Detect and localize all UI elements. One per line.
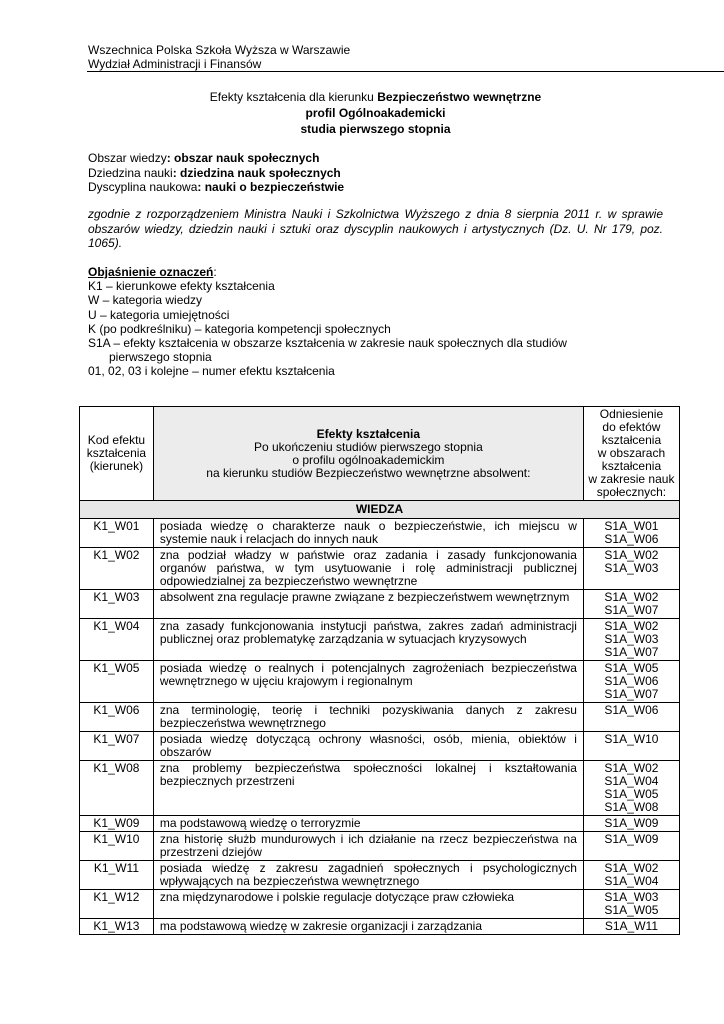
table-row	[80, 890, 680, 919]
outcome-references	[583, 890, 679, 919]
outcome-references	[583, 861, 679, 890]
reference-code: S1A_W03	[604, 561, 659, 575]
title-field: Bezpieczeństwo wewnętrzne	[377, 90, 542, 104]
legend-item: 01, 02, 03 i kolejne – numer efektu kształcenia	[88, 364, 335, 379]
table-row	[80, 619, 680, 661]
outcome-code: K1_W01	[80, 519, 154, 548]
reference-code: S1A_W02	[604, 548, 659, 562]
document-header	[88, 43, 350, 71]
reference-code: S1A_W03	[604, 632, 659, 646]
header-outcomes: Efekty kształcenia Po ukończeniu studiów pierwszego stopnia o profilu ogólnoakademickim na kierunku studiów Bezpieczeństwo wewnętrzne absolwent:	[153, 407, 583, 501]
reference-code: S1A_W05	[604, 661, 659, 675]
outcome-description: zna międzynarodowe i polskie regulacje dotyczące praw człowieka	[153, 890, 583, 919]
outcome-code: K1_W05	[80, 661, 154, 703]
outcome-references	[583, 619, 679, 661]
reference-code: S1A_W05	[604, 903, 659, 917]
outcome-references	[583, 548, 679, 590]
outcome-code: K1_W10	[80, 832, 154, 861]
reference-code: S1A_W03	[604, 890, 659, 904]
outcome-description: zna problemy bezpieczeństwa społeczności lokalnej i kształtowania bezpiecznych przestrzeni	[153, 761, 583, 816]
reference-code: S1A_W02	[604, 761, 659, 775]
outcome-references	[583, 816, 679, 832]
meta-domain: Dziedzina nauki: dziedzina nauk społecznych	[88, 165, 341, 180]
outcome-description: absolwent zna regulacje prawne związane z bezpieczeństwem wewnętrznym	[153, 590, 583, 619]
title-level: studia pierwszego stopnia	[300, 122, 451, 136]
outcome-description: zna historię służb mundurowych i ich działanie na rzecz bezpieczeństwa na przestrzeni dziejów	[153, 832, 583, 861]
reference-code: S1A_W02	[604, 619, 659, 633]
reference-code: S1A_W05	[604, 787, 659, 801]
outcome-code: K1_W08	[80, 761, 154, 816]
outcome-references	[583, 761, 679, 816]
outcome-description: posiada wiedzę o charakterze nauk o bezpieczeństwie, ich miejscu w systemie nauk i relacjach do innych nauk	[153, 519, 583, 548]
legend-item-continuation: pierwszego stopnia	[109, 350, 212, 365]
title-profile: profil Ogólnoakademicki	[305, 106, 446, 120]
reference-code: S1A_W07	[604, 645, 659, 659]
meta-discipline: Dyscyplina naukowa: nauki o bezpieczeństwie	[88, 180, 345, 194]
table-row	[80, 832, 680, 861]
table-row	[80, 703, 680, 732]
legend-item: K (po podkreślniku) – kategoria kompetencji społecznych	[88, 321, 391, 336]
reference-code: S1A_W08	[604, 800, 659, 814]
title-line-1	[88, 89, 663, 105]
outcome-description: ma podstawową wiedzę o terroryzmie	[153, 816, 583, 832]
table-row	[80, 661, 680, 703]
table-row	[80, 590, 680, 619]
outcome-references	[583, 832, 679, 861]
meta-area: Obszar wiedzy: obszar nauk społecznych	[88, 151, 320, 165]
reference-code: S1A_W04	[604, 774, 659, 788]
reference-code: S1A_W07	[604, 603, 659, 617]
reference-code: S1A_W06	[604, 532, 659, 546]
table-header-row	[80, 407, 680, 501]
section-row	[80, 501, 680, 519]
outcome-code: K1_W09	[80, 816, 154, 832]
outcome-references	[583, 919, 679, 935]
reference-code: S1A_W10	[604, 732, 659, 746]
reference-code: S1A_W06	[604, 674, 659, 688]
reference-code: S1A_W11	[604, 919, 658, 933]
table-row	[80, 761, 680, 816]
outcome-code: K1_W13	[80, 919, 154, 935]
reference-code: S1A_W09	[604, 832, 659, 846]
reference-code: S1A_W07	[604, 687, 659, 701]
outcome-code: K1_W02	[80, 548, 154, 590]
outcome-code: K1_W03	[80, 590, 154, 619]
header-reference: Odniesienie do efektów kształcenia w obszarach kształcenia w zakresie nauk społecznych:	[583, 407, 679, 501]
header-divider	[87, 71, 724, 72]
table-row	[80, 519, 680, 548]
outcome-references	[583, 590, 679, 619]
institution-name: Wszechnica Polska Szkoła Wyższa w Warszawie	[88, 43, 351, 57]
document-title	[88, 89, 663, 137]
title-prefix: Efekty kształcenia dla kierunku	[209, 90, 378, 104]
reference-code: S1A_W01	[604, 519, 659, 533]
legend-item: W – kategoria wiedzy	[88, 293, 203, 308]
table-row	[80, 732, 680, 761]
reference-code: S1A_W02	[604, 861, 659, 875]
outcome-description: posiada wiedzę z zakresu zagadnień społecznych i psychologicznych wpływających na bezpieczeństwa wewnętrznego	[153, 861, 583, 890]
outcome-code: K1_W06	[80, 703, 154, 732]
outcome-code: K1_W12	[80, 890, 154, 919]
outcome-references	[583, 703, 679, 732]
outcome-references	[583, 519, 679, 548]
reference-code: S1A_W09	[604, 816, 659, 830]
legend-heading: Objaśnienie oznaczeń:	[88, 265, 217, 279]
outcome-description: zna terminologię, teorię i techniki pozyskiwania danych z zakresu bezpieczeństwa wewnętrznego	[153, 703, 583, 732]
reference-code: S1A_W04	[604, 874, 659, 888]
legend	[88, 265, 567, 379]
section-wiedza: WIEDZA	[80, 501, 680, 519]
table-row	[80, 548, 680, 590]
reference-code: S1A_W02	[604, 590, 659, 604]
outcome-description: zna zasady funkcjonowania instytucji państwa, zakres zadań administracji publicznej oraz problematykę zarządzania w sytuacjach kryzysowych	[153, 619, 583, 661]
learning-outcomes-table	[79, 406, 680, 935]
outcome-description: ma podstawową wiedzę w zakresie organizacji i zarządzania	[153, 919, 583, 935]
outcome-code: K1_W04	[80, 619, 154, 661]
outcome-code: K1_W11	[80, 861, 154, 890]
faculty-name: Wydział Administracji i Finansów	[88, 57, 262, 71]
outcome-description: zna podział władzy w państwie oraz zadania i zasady funkcjonowania organów państwa, w tym usytuowanie i rolę administracji publicznej odpowiedzialnej za bezpieczeństwo wewnętrzne	[153, 548, 583, 590]
legend-item: U – kategoria umiejętności	[88, 307, 230, 322]
outcome-description: posiada wiedzę dotyczącą ochrony własności, osób, mienia, obiektów i obszarów	[153, 732, 583, 761]
table-row	[80, 816, 680, 832]
reference-code: S1A_W06	[604, 703, 659, 717]
outcome-references	[583, 661, 679, 703]
legend-item: K1 – kierunkowe efekty kształcenia	[88, 279, 275, 294]
legal-basis: zgodnie z rozporządzeniem Ministra Nauki i Szkolnictwa Wyższego z dnia 8 sierpnia 2011 r. w sprawie obszarów wiedzy, dziedzin nauki i sztuki oraz dyscyplin naukowych i artystycznych (Dz. U. Nr 179, poz. 1065).	[88, 207, 663, 251]
outcome-code: K1_W07	[80, 732, 154, 761]
classification-block	[88, 151, 344, 195]
table-row	[80, 861, 680, 890]
outcome-description: posiada wiedzę o realnych i potencjalnych zagrożeniach bezpieczeństwa wewnętrznego w ujęciu krajowym i regionalnym	[153, 661, 583, 703]
header-code: Kod efektu kształcenia (kierunek)	[80, 407, 154, 501]
table-row	[80, 919, 680, 935]
outcome-references	[583, 732, 679, 761]
legend-item: S1A – efekty kształcenia w obszarze kształcenia w zakresie nauk społecznych dla studiów	[88, 336, 567, 351]
